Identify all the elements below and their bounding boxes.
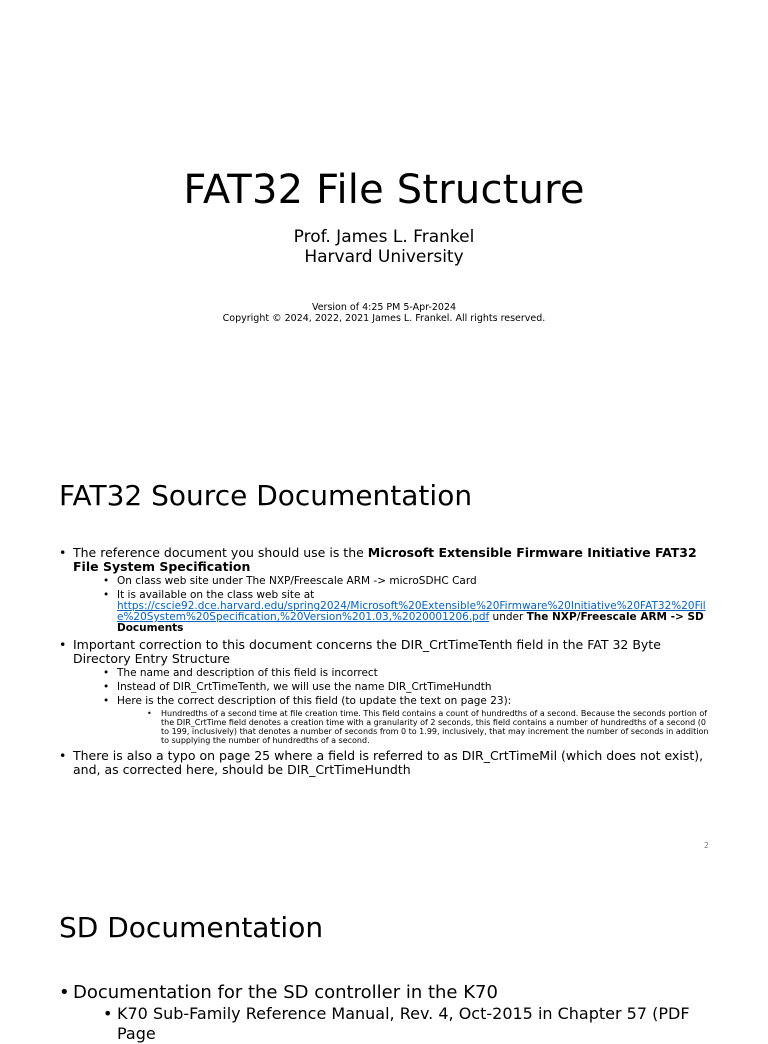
bullet-reference-document [59,546,709,634]
slide-title: FAT32 File Structure [183,167,585,213]
version-text: Version of 4:25 PM 5-Apr-2024 [311,302,457,313]
sub-bullet-availability [103,590,709,634]
bullet-sd-controller [59,982,709,1044]
bullet-text: Here is the correct description of this field (to update the text on page 23): [117,695,512,707]
bullet-text: The reference document you should use is the [73,545,368,560]
bullet-text: under [489,611,527,623]
bullet-text: It is available on the class web site at [117,589,315,601]
bullet-list [59,546,709,780]
title-slide [0,0,768,434]
spec-pdf-link[interactable]: https://cscie92.dce.harvard.edu/spring2024/Microsoft%20Extensible%20Firmware%20Initiative%20FAT32%20File%20System%20Specification,%20Version%201.03,%2020001206.pdf [117,600,706,623]
copyright-text: Copyright © 2024, 2022, 2021 James L. Frankel. All rights reserved. [222,313,546,324]
author-block [0,227,768,267]
bullet-text: Important correction to this document concerns the DIR_CrtTimeTenth field in the FAT 32 Byte Directory Entry Structure [73,637,661,666]
version-block [0,302,768,324]
sub-bullet-new-name: • Instead of DIR_CrtTimeTenth, we will use the name DIR_CrtTimeHundth [103,682,709,693]
source-documentation-slide [0,434,768,866]
sub-bullet-reference-manual: • K70 Sub-Family Reference Manual, Rev. 4, Oct-2015 in Chapter 57 (PDF Page [103,1004,709,1044]
affiliation: Harvard University [304,247,464,267]
slide-title: FAT32 Source Documentation [59,479,473,512]
bullet-typo: • There is also a typo on page 25 where a field is referred to as DIR_CrtTimeMil (which does not exist), and, as corrected here, should be DIR_CrtTimeHundth [59,749,709,776]
sub-bullet-correct-description [103,696,709,745]
location-text: The NXP/Freescale ARM -> SD Documents [117,611,704,634]
sd-documentation-slide [0,866,768,1043]
spec-name: Microsoft Extensible Firmware Initiative FAT32 File System Specification [73,545,697,574]
slide-title: SD Documentation [59,911,324,944]
bullet-text: Documentation for the SD controller in the K70 [73,982,498,1003]
bullet-correction [59,638,709,745]
sub-bullet-class-site: • On class web site under The NXP/Freescale ARM -> microSDHC Card [103,576,709,587]
page-number: 2 [703,841,709,850]
sub-bullet-incorrect: • The name and description of this field is incorrect [103,668,709,679]
author-name: Prof. James L. Frankel [293,227,475,247]
field-description: • Hundredths of a second time at file creation time. This field contains a count of hundredths of a second. Because the seconds portion of the DIR_CrtTime field denotes a creation time with a granularity of 2 seconds, this field contains a number of hundredths of a second (0 to 199, inclusively) that denotes a number of seconds from 0 to 1.99, inclusively, that may increment the number of seconds in addition to supplying the number of hundredths of a second. [147,709,709,745]
bullet-list [59,982,709,1044]
